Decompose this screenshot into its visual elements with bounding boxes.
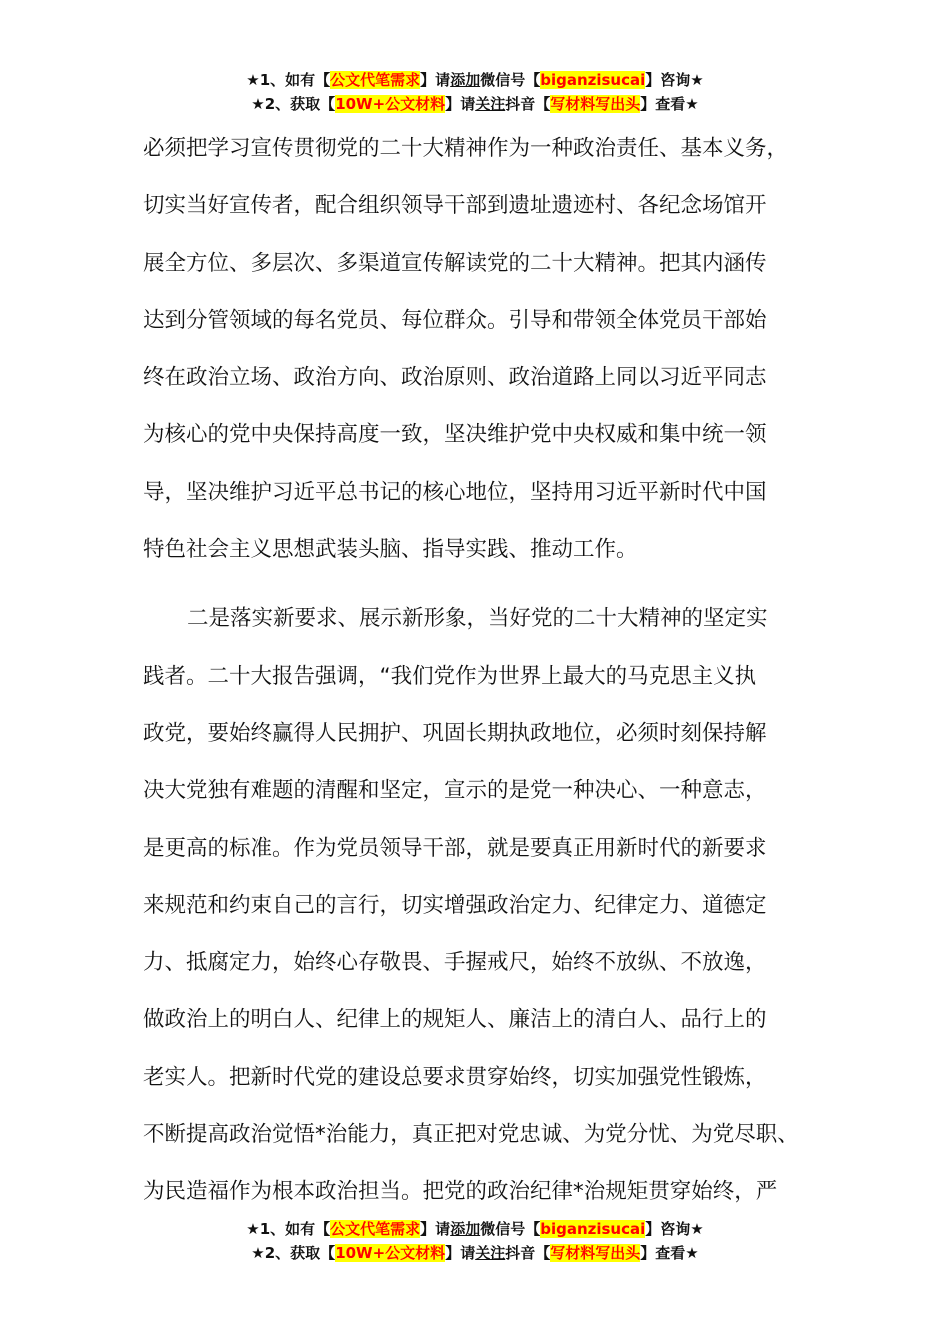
footer-text: 】请	[420, 1220, 451, 1238]
header-text: 】请	[445, 95, 476, 113]
header-text: 】请	[420, 71, 451, 89]
text-line: 做政治上的明白人、纪律上的规矩人、廉洁上的清白人、品行上的	[143, 1007, 767, 1033]
header-line-1	[0, 68, 950, 92]
text-line: 老实人。把新时代党的建设总要求贯穿始终，切实加强党性锻炼，	[143, 1064, 767, 1090]
header-text: ★1、如有【	[246, 71, 331, 89]
text-line: 特色社会主义思想武装头脑、指导实践、推动工作。	[143, 537, 638, 563]
text-line: 二是落实新要求、展示新形象，当好党的二十大精神的坚定实	[187, 606, 768, 632]
text-line: 践者。二十大报告强调，“我们党作为世界上最大的马克思主义执	[143, 663, 757, 689]
footer-text: 微信号【	[480, 1220, 541, 1238]
text-line: 力、抵腐定力，始终心存敬畏、手握戒尺，始终不放纵、不放逸，	[143, 950, 767, 976]
header-highlight: 10W+公文材料	[335, 95, 446, 113]
text-line: 导，坚决维护习近平总书记的核心地位，坚持用习近平新时代中国	[143, 479, 767, 505]
text-line: 展全方位、多层次、多渠道宣传解读党的二十大精神。把其内涵传	[143, 250, 767, 276]
footer-line-2	[0, 1241, 950, 1265]
footer-line-1	[0, 1217, 950, 1241]
text-line: 达到分管领域的每名党员、每位群众。引导和带领全体党员干部始	[143, 307, 767, 333]
header-text: 】查看★	[640, 95, 699, 113]
text-line: 为民造福作为根本政治担当。把党的政治纪律*治规矩贯穿始终，严	[143, 1179, 778, 1205]
footer-banner	[0, 1217, 950, 1265]
header-text: 抖音【	[505, 95, 551, 113]
footer-text: ★1、如有【	[246, 1220, 331, 1238]
header-wechat-id: biganzisucai	[540, 71, 646, 89]
document-body	[143, 120, 843, 1221]
footer-underlined: 添加	[450, 1220, 481, 1238]
footer-text: 】查看★	[640, 1244, 699, 1262]
text-line: 为核心的党中央保持高度一致，坚决维护党中央权威和集中统一领	[143, 422, 767, 448]
text-line: 终在政治立场、政治方向、政治原则、政治道路上同以习近平同志	[143, 365, 767, 391]
header-underlined: 添加	[450, 71, 481, 89]
text-line: 来规范和约束自己的言行，切实增强政治定力、纪律定力、道德定	[143, 892, 767, 918]
header-text: 微信号【	[480, 71, 541, 89]
text-line: 必须把学习宣传贯彻党的二十大精神作为一种政治责任、基本义务，	[143, 136, 789, 161]
text-line: 政党，要始终赢得人民拥护、巩固长期执政地位，必须时刻保持解	[143, 720, 767, 746]
footer-text: 】咨询★	[645, 1220, 704, 1238]
footer-wechat-id: biganzisucai	[540, 1220, 646, 1238]
footer-highlight: 公文代笔需求	[330, 1220, 421, 1238]
header-underlined: 关注	[475, 95, 506, 113]
text-line: 切实当好宣传者，配合组织领导干部到遗址遗迹村、各纪念场馆开	[143, 193, 767, 219]
footer-highlight: 10W+公文材料	[335, 1244, 446, 1262]
text-line: 不断提高政治觉悟*治能力，真正把对党忠诚、为党分忧、为党尽职、	[143, 1122, 799, 1148]
text-line: 决大党独有难题的清醒和坚定，宣示的是党一种决心、一种意志，	[143, 778, 767, 804]
footer-text: ★2、获取【	[251, 1244, 336, 1262]
header-highlight: 写材料写出头	[550, 95, 641, 113]
header-text: ★2、获取【	[251, 95, 336, 113]
text-line: 是更高的标准。作为党员领导干部，就是要真正用新时代的新要求	[143, 835, 767, 861]
header-text: 】咨询★	[645, 71, 704, 89]
footer-underlined: 关注	[475, 1244, 506, 1262]
header-line-2	[0, 92, 950, 116]
paragraph-1	[143, 120, 843, 578]
header-banner	[0, 68, 950, 116]
paragraph-2	[143, 590, 843, 1220]
footer-text: 抖音【	[505, 1244, 551, 1262]
header-highlight: 公文代笔需求	[330, 71, 421, 89]
footer-text: 】请	[445, 1244, 476, 1262]
footer-highlight: 写材料写出头	[550, 1244, 641, 1262]
paragraph-gap	[143, 578, 843, 590]
